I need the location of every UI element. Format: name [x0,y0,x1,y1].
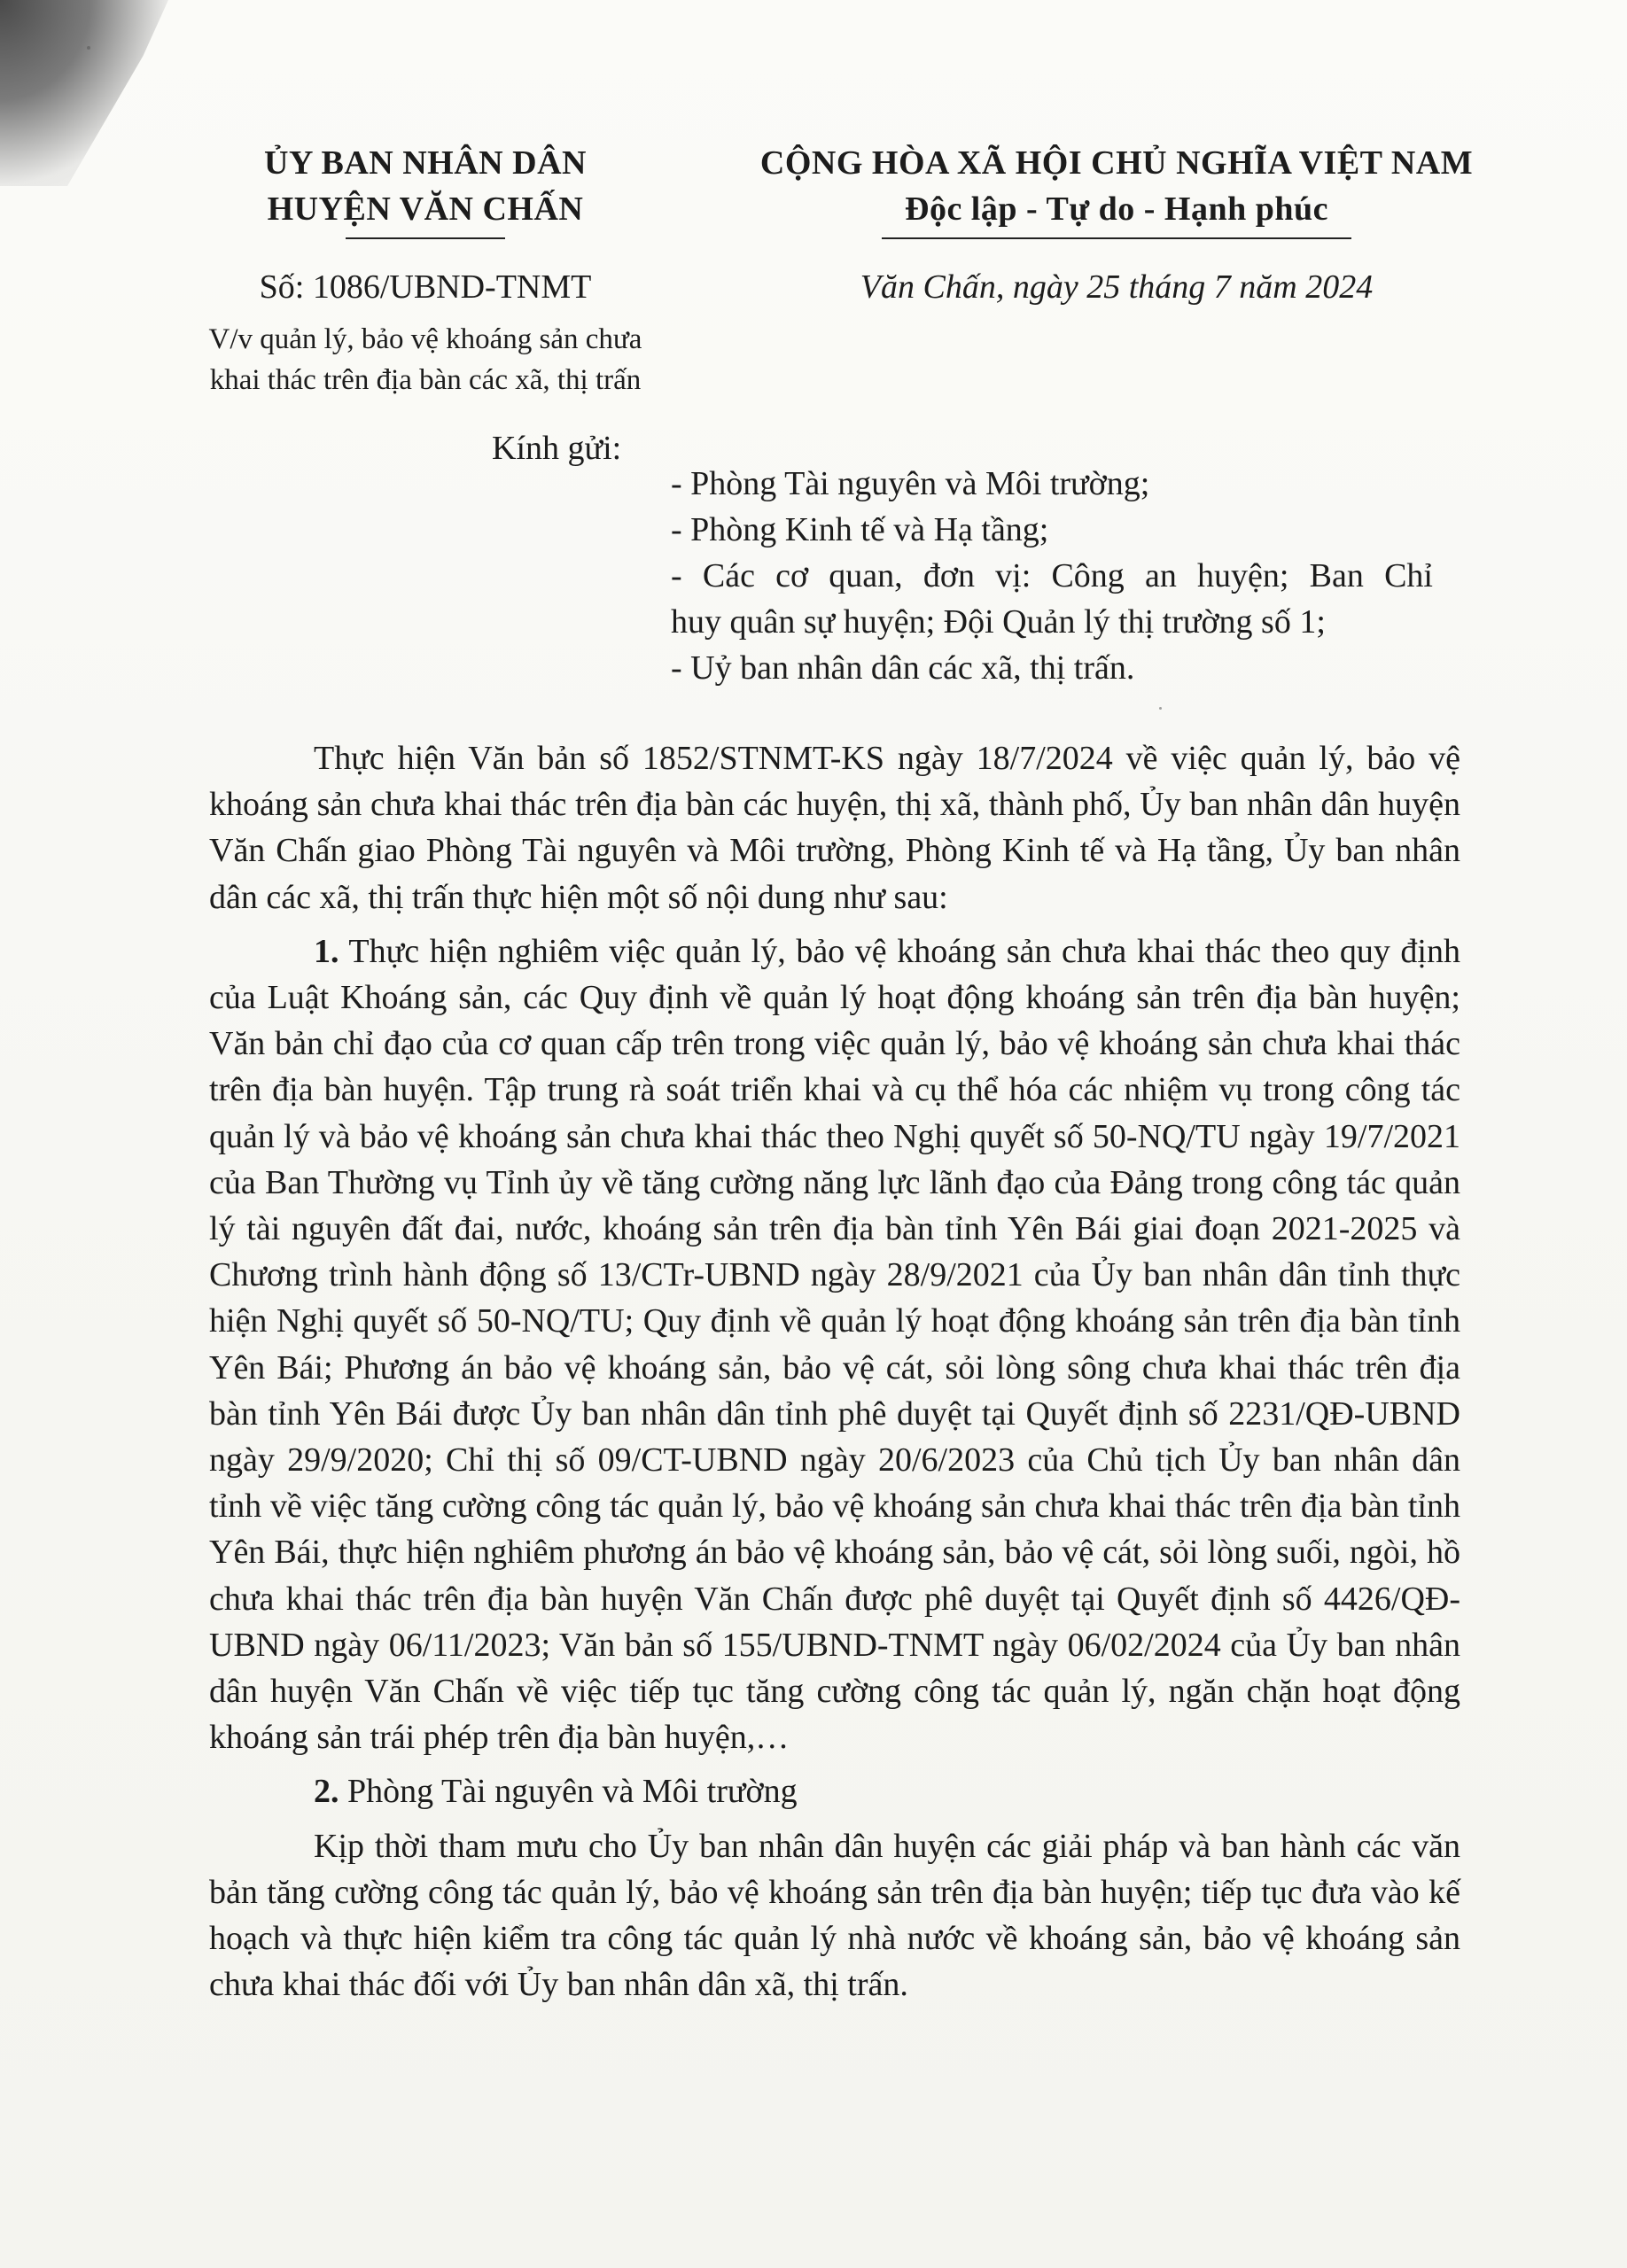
item-1-number: 1. [314,932,339,970]
nation-name: CỘNG HÒA XÃ HỘI CHỦ NGHĨA VIỆT NAM [759,144,1474,182]
motto-underline [882,237,1351,239]
scan-corner-shadow [0,0,168,186]
subject-line-1: V/v quản lý, bảo vệ khoáng sản chưa [208,323,642,355]
item-2-heading [209,1768,1460,1814]
authority-line-2: HUYỆN VĂN CHẤN [267,190,584,228]
recipient-line: huy quân sự huyện; Đội Quản lý thị trường số 1; [671,603,1326,641]
scan-speck [87,46,90,50]
recipient-line: - Các cơ quan, đơn vị: Công an huyện; Ban Chỉ [671,557,1433,594]
issuing-authority [177,140,673,239]
intro-text: Thực hiện Văn bản số 1852/STNMT-KS ngày 18/7/2024 về việc quản lý, bảo vệ khoáng sản chưa khai thác trên địa bàn các huyện, thị xã, thành phố, Ủy ban nhân dân huyện Văn Chấn giao Phòng Tài nguyên và Môi trường, Phòng Kinh tế và Hạ tầng, Ủy ban nhân dân các xã, thị trấn thực hiện một số nội dung như sau: [209,740,1460,916]
nation-motto: Độc lập - Tự do - Hạnh phúc [905,190,1328,228]
recipient-line: - Uỷ ban nhân dân các xã, thị trấn. [671,649,1135,687]
item-1-paragraph [209,928,1460,1761]
recipient-line: - Phòng Kinh tế và Hạ tầng; [671,511,1049,548]
item-2-heading-text: Phòng Tài nguyên và Môi trường [347,1773,798,1811]
document-subject [177,319,673,400]
subject-line-2: khai thác trên địa bàn các xã, thị trấn [209,364,642,396]
item-2-number: 2. [314,1773,339,1811]
recipient-list [671,461,1433,691]
scan-speck [1159,707,1162,710]
document-body [209,735,1460,2008]
item-2-paragraph [209,1823,1460,2008]
authority-underline [346,237,505,239]
item-2-text: Kịp thời tham mưu cho Ủy ban nhân dân huyện các giải pháp và ban hành các văn bản tăng cường công tác quản lý, bảo vệ khoáng sản trên địa bàn huyện; tiếp tục đưa vào kế hoạch và thực hiện kiểm tra công tác quản lý nhà nước về khoáng sản, bảo vệ khoáng sản chưa khai thác đối với Ủy ban nhân dân xã, thị trấn. [209,1827,1460,2004]
item-1-text: Thực hiện nghiêm việc quản lý, bảo vệ khoáng sản chưa khai thác theo quy định của Luật Khoáng sản, các Quy định về quản lý hoạt động khoáng sản trên địa bàn huyện; Văn bản chỉ đạo của cơ quan cấp trên trong việc quản lý, bảo vệ khoáng sản chưa khai thác trên địa bàn huyện. Tập trung rà soát triển khai và cụ thể hóa các nhiệm vụ trong công tác quản lý và bảo vệ khoáng sản chưa khai thác theo Nghị quyết số 50-NQ/TU ngày 19/7/2021 của Ban Thường vụ Tỉnh ủy về tăng cường năng lực lãnh đạo của Đảng trong công tác quản lý tài nguyên đất đai, nước, khoáng sản trên địa bàn tỉnh Yên Bái giai đoạn 2021-2025 và Chương trình hành động số 13/CTr-UBND ngày 28/9/2021 của Ủy ban nhân dân tỉnh thực hiện Nghị quyết số 50-NQ/TU; Quy định về quản lý hoạt động khoáng sản trên địa bàn tỉnh Yên Bái; Phương án bảo vệ khoáng sản, bảo vệ cát, sỏi lòng sông chưa khai thác trên địa bàn tỉnh Yên Bái được Ủy ban nhân dân tỉnh phê duyệt tại Quyết định số 2231/QĐ-UBND ngày 29/9/2020; Chỉ thị số 09/CT-UBND ngày 20/6/2023 của Chủ tịch Ủy ban nhân dân tỉnh về việc tăng cường công tác quản lý, bảo vệ khoáng sản chưa khai thác trên địa bàn tỉnh Yên Bái, thực hiện nghiêm phương án bảo vệ khoáng sản, bảo vệ cát, sỏi lòng suối, ngòi, hồ chưa khai thác trên địa bàn huyện Văn Chấn được phê duyệt tại Quyết định số 4426/QĐ-UBND ngày 06/11/2023; Văn bản số 155/UBND-TNMT ngày 06/02/2024 của Ủy ban nhân dân huyện Văn Chấn về việc tiếp tục tăng cường công tác quản lý, ngăn chặn hoạt động khoáng sản trái phép trên địa bàn huyện,… [209,932,1460,1757]
authority-line-1: ỦY BAN NHÂN DÂN [264,144,587,182]
document-number: Số: 1086/UBND-TNMT [259,268,592,306]
recipient-line: - Phòng Tài nguyên và Môi trường; [671,465,1150,502]
intro-paragraph [209,735,1460,920]
greeting: Kính gửi: [492,430,622,467]
place-and-date: Văn Chấn, ngày 25 tháng 7 năm 2024 [860,268,1374,306]
national-motto [727,140,1506,239]
